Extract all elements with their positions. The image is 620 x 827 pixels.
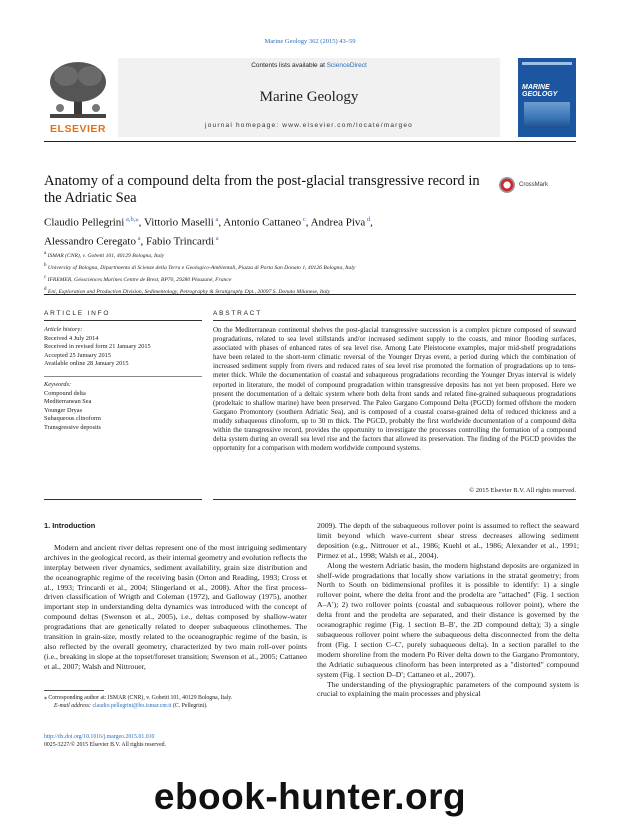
publisher-wordmark: ELSEVIER: [50, 123, 106, 135]
article-title: Anatomy of a compound delta from the post-glacial transgressive record in the Adriatic Sea: [44, 173, 480, 206]
elsevier-tree-icon: [44, 58, 112, 122]
keyword-items: [44, 390, 202, 433]
contents-prefix: Contents lists available at: [251, 62, 327, 69]
body-column-right: [317, 521, 579, 699]
cover-photo: [524, 102, 570, 128]
author-affiliation-marker[interactable]: c: [301, 216, 306, 223]
article-history: [44, 326, 202, 369]
doi-link[interactable]: http://dx.doi.org/10.1016/j.margeo.2015.01.010: [44, 734, 155, 740]
sciencedirect-link[interactable]: ScienceDirect: [326, 62, 367, 69]
affiliation-marker: b: [44, 262, 47, 268]
history-item: Available online 28 January 2015: [44, 360, 129, 368]
history-item: Accepted 25 January 2015: [44, 351, 111, 359]
issn-line: 0025-3227/© 2015 Elsevier B.V. All rights reserved.: [44, 742, 166, 749]
abstract-text: On the Mediterranean continental shelves the post-glacial transgressive succession is a complex picture composed of seaward progradations, related to sea level stillstands and/or increased sediment supply to the coasts, and minor flooding surfaces, associated with phases of enhanced rates of sea level rise. Among Late Pleistocene examples, major mid-shelf progradations have been related to the short-term climatic reversal of the Younger Dryas event, a period during which the combination of increased sediment supply from rivers and reduced rates of sea level rise promoted the formation of progradations up to tens-meter thick. While the documentation of coastal and subaqueous progradations recording the Younger Dryas interval is widely reported in literature, the model of compound progradation within transgressive deposits has not yet been proposed. Here we present the documentation of a deltaic system where both delta front sands and related fine-grained subaqueous progradations (prodeltaic to shallow marine) have been preserved. The Paleo Gargano Compound Delta (PGCD) formed offshore the modern Gargano Promontory (southern Adriatic Sea), and is composed of a coastal coarse-grained delta of reduced thickness and a muddy subaqueous clinoform, up to 30 m thick. The PGCD, probably the first worldwide documentation of a compound delta within the transgressive record, provides the opportunity to investigate the processes controlling the formation of a compound delta system during an overall sea level rise and the factors that allowed its preservation. The finding of the PGCD provides the opportunity for a comparison with modern worldwide compound systems.: [213, 326, 576, 453]
author-separator: ,: [140, 235, 146, 248]
author-name[interactable]: Antonio Cattaneo: [223, 216, 302, 229]
author-name[interactable]: Andrea Piva: [310, 216, 366, 229]
watermark-text: ebook-hunter.org: [153, 776, 467, 817]
affiliation-text: Eni, Exploration and Production Division, Sedimentology, Petrography & Stratigraphy Dpt., 20097 S. Donato Milanese, Italy: [46, 288, 331, 295]
affiliation-item: [44, 273, 564, 285]
masthead-rule: [44, 141, 576, 142]
corresponding-author-footnote: [44, 694, 307, 711]
keyword-item: Compound delta: [44, 389, 86, 397]
affiliation-text: University of Bologna, Dipartimento di Scienze della Terra e Geologico-Ambientali, Piazza di Porta San Donato 1, 40126 Bologna, Italy: [46, 264, 356, 271]
affiliation-list: [44, 249, 564, 296]
author-line-2: [44, 231, 564, 250]
author-affiliation-marker[interactable]: a,b,⁎: [124, 216, 139, 223]
author-separator: ,: [218, 216, 224, 229]
abstract-heading: ABSTRACT: [213, 310, 263, 317]
affiliation-marker: c: [44, 274, 47, 280]
affiliation-item: [44, 261, 564, 273]
keyword-item: Younger Dryas: [44, 406, 83, 414]
elsevier-logo[interactable]: [44, 58, 112, 137]
cover-stripe: [522, 62, 572, 65]
abstract-rule: [213, 320, 576, 321]
history-divider: [44, 376, 202, 377]
author-name[interactable]: Alessandro Ceregato: [44, 235, 136, 248]
author-affiliation-marker[interactable]: a: [135, 234, 141, 242]
affiliation-item: [44, 249, 564, 261]
article-info-bottom-rule: [44, 499, 202, 500]
email-line: [44, 702, 307, 710]
journal-masthead: [44, 58, 576, 137]
keywords-block: [44, 381, 202, 433]
keyword-item: Mediterranean Sea: [44, 398, 92, 406]
keywords-label: Keywords:: [44, 381, 72, 388]
author-email-link[interactable]: claudio.pellegrini@bo.ismar.cnr.it: [92, 703, 172, 710]
author-name[interactable]: Fabio Trincardi: [145, 235, 215, 248]
article-info-heading: ARTICLE INFO: [44, 310, 111, 317]
doi-block: [44, 733, 344, 750]
keyword-item: Transgressive deposits: [44, 423, 101, 431]
author-affiliation-marker[interactable]: d: [365, 216, 371, 223]
journal-cover-thumbnail[interactable]: [518, 58, 576, 137]
header-divider: [44, 294, 576, 295]
author-affiliation-marker[interactable]: a: [213, 216, 219, 223]
cover-title: MARINE GEOLOGY: [522, 84, 558, 98]
history-item: Received 4 July 2014: [44, 334, 99, 342]
history-item: Received in revised form 21 January 2015: [44, 343, 151, 351]
affiliation-marker: a: [44, 251, 47, 256]
author-name[interactable]: Vittorio Maselli: [143, 216, 214, 229]
author-name[interactable]: Claudio Pellegrini: [44, 216, 125, 229]
affiliation-text: ISMAR (CNR), v. Gobetti 101, 40129 Bologna, Italy: [46, 252, 165, 259]
email-label: E-mail address:: [54, 703, 93, 710]
masthead-band: [118, 58, 500, 137]
author-separator: ,: [138, 216, 144, 229]
section-heading-introduction: 1. Introduction: [44, 521, 96, 530]
author-list: [44, 212, 564, 249]
body-paragraph: Modern and ancient river deltas represent one of the most intriguing sedimentary archives in the geological record, as their internal geometry and evolution reflects the interplay between river dynamics, sediment availability, grain size distribution and the oceanographic regime of the receiving basin (Orton and Reading, 1993; Cross et al., 1993; Trincardi et al., 2004; Slingerland et al., 2008). After the first process-driven classification of Wrigth and Coleman (1972), and Galloway (1975), another important step in understanding delta dynamics was introduced with the concept of compound deltas (Swenson et al., 2005), i.e., deltas composed by shallow-water progradations that are genetically related to deeper subaqueous clinothemes. The transition in grain-size, mostly related to the oceanographic regime of the basin, is also reflected by the overall geometry, characterized by two main roll-over points (i.e., breaking in slope at the topset/foreset transition; Swenson et al., 2005; Cattaneo et al., 2007; Walsh and Nittrouer,: [44, 542, 307, 671]
author-line-1: [44, 212, 564, 231]
contents-availability: [118, 62, 500, 69]
abstract-copyright: © 2015 Elsevier B.V. All rights reserved.: [469, 487, 576, 494]
article-info-rule: [44, 320, 202, 321]
body-paragraph: 2009). The depth of the subaqueous rollover point is assumed to reflect the seaward limit beyond which wave-current shear stress decreases allowing sediment deposition (e.g., Nittrouer et al., 1986; Kuehl et al., 1986; Alexander et al., 1991; Pirmez et al., 1998; Walsh et al., 2004).: [317, 521, 579, 560]
keyword-item: Subaqueous clinoform: [44, 415, 101, 423]
author-separator: ,: [370, 216, 373, 229]
author-affiliation-marker[interactable]: a: [214, 234, 219, 242]
journal-homepage-link[interactable]: journal homepage: www.elsevier.com/locate/margeo: [205, 122, 413, 129]
body-paragraph: Along the western Adriatic basin, the modern highstand deposits are organized in shelf-wide progradations that locally show variations in the stratal geometry; from North to South on bidimensional profiles it is possible to identify: 1) a single rollover point, where the delta front and the prodelta are "attached" (Fig. 1 section A–A′); 2) two rollover points (coastal and subaqueous rollover point), where the delta front and the prodelta are separated, and their distance is governed by the oceanographic regime (Fig. 1 section B–B′, the 2D compound delta); 3) a single subaqueous rollover point where the subaqueous delta disconnected from the delta front (Fig. 1 section C–C′, purely subaqueous delta). In a section parallel to the modern shoreline from the modern Po River delta down to the Gargano Promontory, the Adriatic subaqueous clinoform has been interpreted as a "distorted" compound system (Fig. 1 section D–D′; Cattaneo et al., 2007).: [317, 560, 579, 679]
history-label: Article history:: [44, 326, 83, 333]
author-separator: ,: [305, 216, 311, 229]
body-paragraph: The understanding of the physiographic parameters of the compound system is crucial to explaining the main processes and physical: [317, 679, 579, 699]
corresponding-author-note: ⁎ Corresponding author at: ISMAR (CNR), v. Gobetti 101, 40129 Bologna, Italy.: [44, 695, 233, 701]
crossmark-label: CrossMark: [519, 182, 549, 188]
abstract-bottom-rule: [213, 499, 576, 500]
body-column-left: [44, 521, 307, 672]
affiliation-marker: d: [44, 286, 47, 292]
journal-reference-link[interactable]: Marine Geology 362 (2015) 43–59: [264, 38, 356, 45]
journal-title: Marine Geology: [259, 89, 359, 105]
footnote-rule: [44, 690, 104, 691]
history-items: [44, 335, 202, 369]
crossmark-icon: [499, 177, 515, 193]
affiliation-text: IFREMER, Géosciences Marines Centre de Brest, BP70, 29280 Plouzané, France: [46, 276, 232, 283]
email-suffix: (C. Pellegrini).: [171, 703, 208, 710]
crossmark-badge[interactable]: [499, 177, 579, 195]
